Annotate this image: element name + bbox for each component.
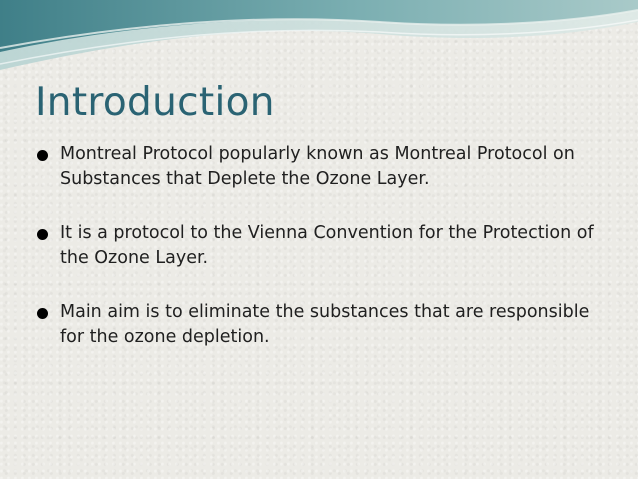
header-wave-decoration [0,0,638,80]
bullet-text: Montreal Protocol popularly known as Montreal Protocol on Substances that Deplete the Ozone Layer. [60,144,575,189]
slide-title: Introduction [35,80,275,125]
bullet-item [36,300,616,350]
bullet-dot-icon [37,229,48,240]
bullet-text: Main aim is to eliminate the substances that are responsible for the ozone depletion. [60,302,590,347]
bullet-dot-icon [37,150,48,161]
bullet-item [36,142,616,192]
bullet-dot-icon [37,308,48,319]
bullet-list [36,142,616,350]
bullet-item [36,221,616,271]
bullet-text: It is a protocol to the Vienna Convention for the Protection of the Ozone Layer. [60,223,594,268]
